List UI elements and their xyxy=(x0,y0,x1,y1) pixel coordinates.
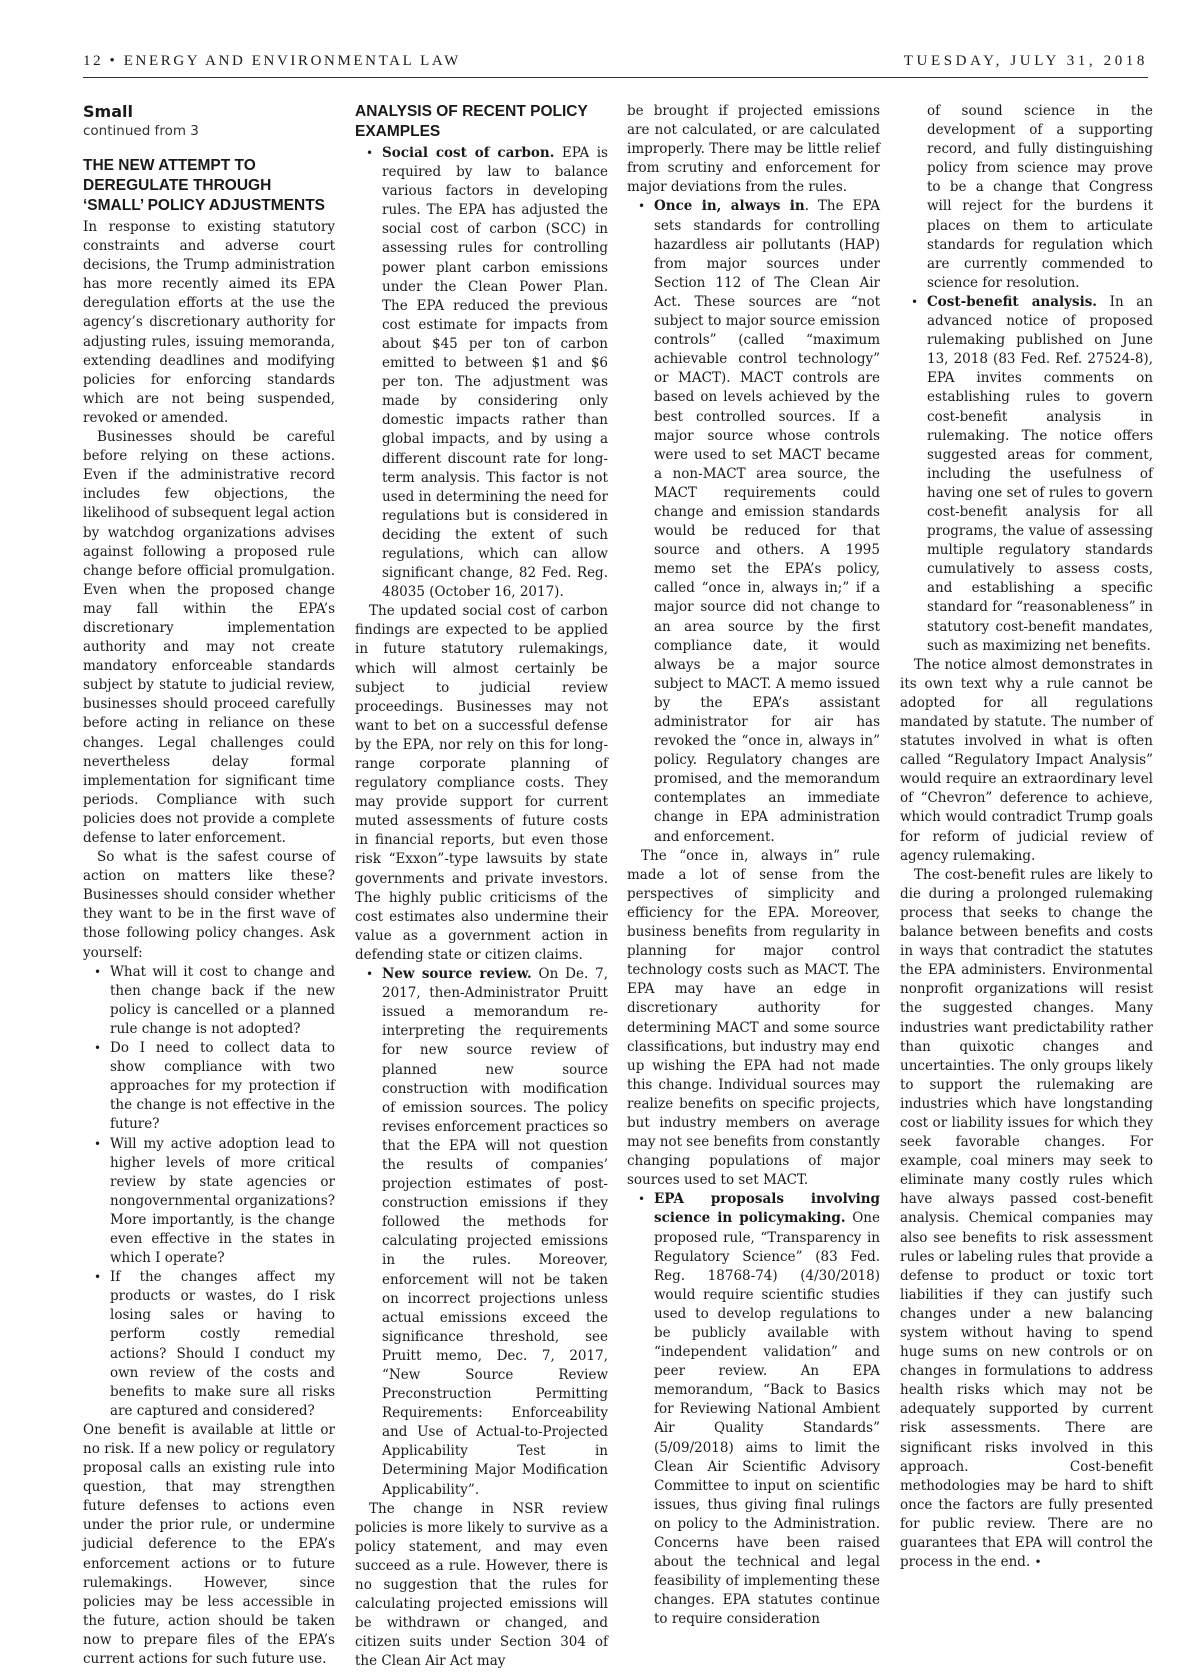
paragraph: be brought if projected emissions are not calculated, or are calculated improperly. There may be little relief from scrutiny and enforcement for major deviations from the rules. xyxy=(627,103,880,196)
list-item-lead: New source review. xyxy=(382,966,532,983)
list-item xyxy=(355,965,608,1500)
paragraph: The change in NSR review policies is more likely to survive as a policy statement, and may even succeed as a rule. However, there is no suggestion that the rules for calculating projected emissions will be withdrawn or changed, and citizen suits under Section 304 of the Clean Air Act may xyxy=(355,1500,608,1670)
paragraph: The notice almost demonstrates in its own text why a rule cannot be adopted for all regulations mandated by statute. The number of statutes involved in what is often called “Regulatory Impact Analysis” would require an extraordinary level of “Chevron” deference to achieve, which would contradict Trump goals for reform of judicial review of agency rulemaking. xyxy=(900,656,1153,864)
list-item xyxy=(83,1135,335,1269)
list-item-text: . The EPA sets standards for controlling hazardless air pollutants (HAP) from major sources under Section 112 of The Clean Air Act. These sources are “not subject to major source emission controls” (called “maximum achievable control technology” or MACT). MACT controls are based on levels achieved by the best controlled sources. If a major source whose controls were used to set MACT became a non-MACT area source, the MACT requirements could change and emission standards would be reduced for that source and others. A 1995 memo set the EPA’s policy, called “once in, always in;” if a major source did not change to an area source by the first compliance date, it would always be a major source subject to MACT. A memo issued by the EPA’s assistant administrator for air has revoked the “once in, always in” policy. Regulatory changes are promised, and the memorandum contemplates an immediate change in EPA administration and enforcement. xyxy=(654,198,881,845)
page-folio-section: 12 • ENERGY AND ENVIRONMENTAL LAW xyxy=(83,53,461,69)
paragraph: In response to existing statutory constraints and adverse court decisions, the Trump administration has more recently aimed its EPA deregulation efforts at the use the agency’s discretionary authority for adjusting rules, issuing memoranda, extending deadlines and modifying policies for enforcing standards which are not being suspended, revoked or amended. xyxy=(83,219,335,426)
bullet-icon: • xyxy=(94,1270,102,1285)
paragraph: Businesses should be careful before relying on these actions. Even if the administrative record includes few objections, the likelihood of subsequent legal action by watchdog organizations advises against following a proposed rule change before official promulgation. Even when the proposed change may fall within the EPA’s discretionary implementation authority and may not create mandatory enforceable standards subject by statute to judicial review, businesses should proceed carefully before acting in reliance on these changes. Legal challenges could nevertheless delay formal implementation for significant time periods. Compliance with such policies does not provide a complete defense to later enforcement. xyxy=(83,429,335,846)
column-1 xyxy=(83,102,335,1669)
list-item xyxy=(355,144,608,602)
paragraph: So what is the safest course of action on matters like these? Businesses should consider whether they want to be in the first wave of those following policy changes. Ask yourself: xyxy=(83,849,335,961)
continuation-kicker: Small xyxy=(83,102,133,121)
list-item xyxy=(900,293,1153,656)
list-item xyxy=(83,1039,335,1134)
end-mark-icon: • xyxy=(1034,1555,1042,1570)
list-item-lead: Social cost of carbon. xyxy=(382,145,555,161)
list-item xyxy=(627,197,880,846)
column-3 xyxy=(627,102,880,1630)
list-item-text: In an advanced notice of proposed rulemaking published on June 13, 2018 (83 Fed. Ref. 27524-8), EPA invites comments on establishing rules to govern cost-benefit analysis in rulemaking. The notice offers suggested areas for comment, including the usefulness of having one set of rules to govern cost-benefit analysis for all programs, the value of assessing multiple regulatory standards cumulatively to assess costs, and establishing a specific standard for “reasonableness” in statutory cost-benefit mandates, such as maximizing net benefits. xyxy=(927,293,1154,654)
example-list xyxy=(355,965,608,1500)
list-item-text: One proposed rule, “Transparency in Regulatory Science” (83 Fed. Reg. 18768-74) (4/30/2018) would require scientific studies used to develop regulations to be publicly available with “independent validation” and peer review. An EPA memorandum, “Back to Basics for Reviewing National Ambient Air Quality Standards” (5/09/2018) aims to limit the Clean Air Scientific Advisory Committee to input on scientific issues, thus giving final rulings on policy to the Administration. Concerns have been raised about the technical and legal feasibility of implementing these changes. EPA statutes continue to require consideration xyxy=(654,1210,880,1628)
bullet-icon: • xyxy=(638,1192,646,1207)
paragraph: One benefit is available at little or no risk. If a new policy or regulatory proposal calls an existing rule into question, that may strengthen future defenses to actions even under the prior rule, or undermine judicial deference to the EPA’s enforcement actions or to future rulemakings. However, since policies may be less accessible in the future, action should be taken now to prepare files of the EPA’s current actions for such future use. xyxy=(83,1421,335,1668)
continuation-note: continued from 3 xyxy=(83,123,199,139)
issue-date: TUESDAY, JULY 31, 2018 xyxy=(903,53,1148,69)
example-list xyxy=(627,1190,880,1629)
bullet-icon: • xyxy=(94,1136,102,1151)
column-2 xyxy=(355,102,608,1672)
question-list xyxy=(83,963,335,1421)
paragraph xyxy=(900,866,1153,1572)
paragraph: The “once in, always in” rule made a lot of sense from the perspectives of simplicity and efficiency for the EPA. Moreover, business benefits from regularity in planning for major control technology costs such as MACT. The EPA may have an edge in discretionary authority for determining MACT and some source classifications, but industry may end up wishing the EPA had not made this change. Individual sources may realize benefits on specific projects, but industry members on average may not see benefits from constantly changing populations of major sources used to set MACT. xyxy=(627,847,880,1189)
list-item xyxy=(83,1268,335,1421)
example-list xyxy=(627,197,880,846)
list-item-text: Do I need to collect data to show compliance with two approaches for my protection if the change is not effective in the future? xyxy=(110,1040,335,1133)
list-item xyxy=(627,1190,880,1629)
bullet-icon: • xyxy=(366,967,374,982)
list-item-text: If the changes affect my products or wastes, do I risk losing sales or having to perform costly remedial actions? Should I conduct my own review of the costs and benefits to make sure all risks are captured and considered? xyxy=(110,1269,335,1419)
bullet-icon: • xyxy=(94,1041,102,1056)
bullet-icon: • xyxy=(366,146,374,160)
bullet-icon: • xyxy=(638,199,646,214)
list-item-lead: EPA proposals involving science in policymaking. xyxy=(654,1191,880,1227)
bullet-icon: • xyxy=(911,294,919,309)
section-heading: ANALYSIS OF RECENT POLICY EXAMPLES xyxy=(355,103,588,140)
list-item-lead: Once in, always in xyxy=(654,198,805,215)
list-item-text: What will it cost to change and then change back if the new policy is cancelled or a planned rule change is not adopted? xyxy=(110,963,335,1037)
paragraph-text: The cost-benefit rules are likely to die during a prolonged rulemaking process that seeks to change the balance between benefits and costs in ways that contradict the statutes the EPA administers. Environmental nonprofit organizations will resist the suggested changes. Many industries want predictability rather than quixotic changes and uncertainties. The only groups likely to support the rulemaking are industries which have longstanding cost or liability issues for which they seek favorable changes. For example, coal miners may seek to eliminate many costly rules which have always passed cost-benefit analysis. Chemical companies may also see benefits to risk assessment rules or labeling rules that provide a defense to product or toxic tort liabilities if they can justify such changes under a new balancing system without having to spend huge sums on new controls or on changes in formulations to address health risks which may not be adequately supported by current risk assessments. There are significant risks involved in this approach. Cost-benefit methodologies may be hard to shift once the factors are fully presented for public review. There are no guarantees that EPA will control the process in the end. xyxy=(900,866,1153,1571)
list-item xyxy=(83,963,335,1039)
section-heading: THE NEW ATTEMPT TO DEREGULATE THROUGH ‘SMALL’ POLICY ADJUSTMENTS xyxy=(83,157,325,214)
column-4 xyxy=(900,102,1153,1572)
bullet-icon: • xyxy=(94,964,102,979)
list-item-text: of sound science in the development of a supporting record, and fully distinguishing policy from science may prove to be a change that Congress will reject for the burdens it places on them to articulate standards for regulation which are currently commended to science for resolution. xyxy=(927,103,1153,291)
running-head xyxy=(83,53,1148,78)
list-item-text: EPA is required by law to balance various factors in developing rules. The EPA has adjusted the social cost of carbon (SCC) in assessing rules for controlling power plant carbon emissions under the Clean Power Plan. The EPA reduced the previous cost estimate for impacts from about $45 per ton of carbon emitted to between $1 and $6 per ton. The adjustment was made by considering only domestic impacts rather than global impacts, and by using a different discount rate for long-term analysis. This factor is not used in determining the need for regulations but is considered in deciding the extent of such regulations, which can allow significant change, 82 Fed. Reg. 48035 (October 16, 2017). xyxy=(382,145,608,601)
list-item-lead: Cost-benefit analysis. xyxy=(927,293,1098,310)
paragraph: The updated social cost of carbon findings are expected to be applied in future statutory rulemakings, which will almost certainly be subject to judicial review proceedings. Businesses may not want to bet on a successful defense by the EPA, nor rely on this for long-range corporate planning of regulatory compliance costs. They may provide support for current muted assessments of future costs in financial reports, but even those risk “Exxon”-type lawsuits by state governments and private investors. The highly public criticisms of the cost estimates also undermine their value as a government action in defending state or citizen claims. xyxy=(355,603,608,963)
example-list xyxy=(355,144,608,602)
example-list xyxy=(900,102,1153,656)
list-item-text: Will my active adoption lead to higher levels of more critical review by state agencies or nongovernmental organizations? More importantly, is the change even effective in the states in which I operate? xyxy=(110,1135,335,1267)
list-item-text: On De. 7, 2017, then-Administrator Pruitt issued a memorandum re-interpreting the requirements for new source review of planned new source construction with modification of emission sources. The policy revises enforcement practices so that the EPA will not question the results of companies’ projection estimates of post-construction emissions if they followed the methods for calculating projected emissions in the rules. Moreover, enforcement will not be taken on incorrect projections unless actual emissions exceed the significance threshold, see Pruitt memo, Dec. 7, 2017, “New Source Review Preconstruction Permitting Requirements: Enforceability and Use of Actual-to-Projected Applicability Test in Determining Major Modification Applicability”. xyxy=(382,966,608,1498)
list-item-continued xyxy=(900,102,1153,293)
